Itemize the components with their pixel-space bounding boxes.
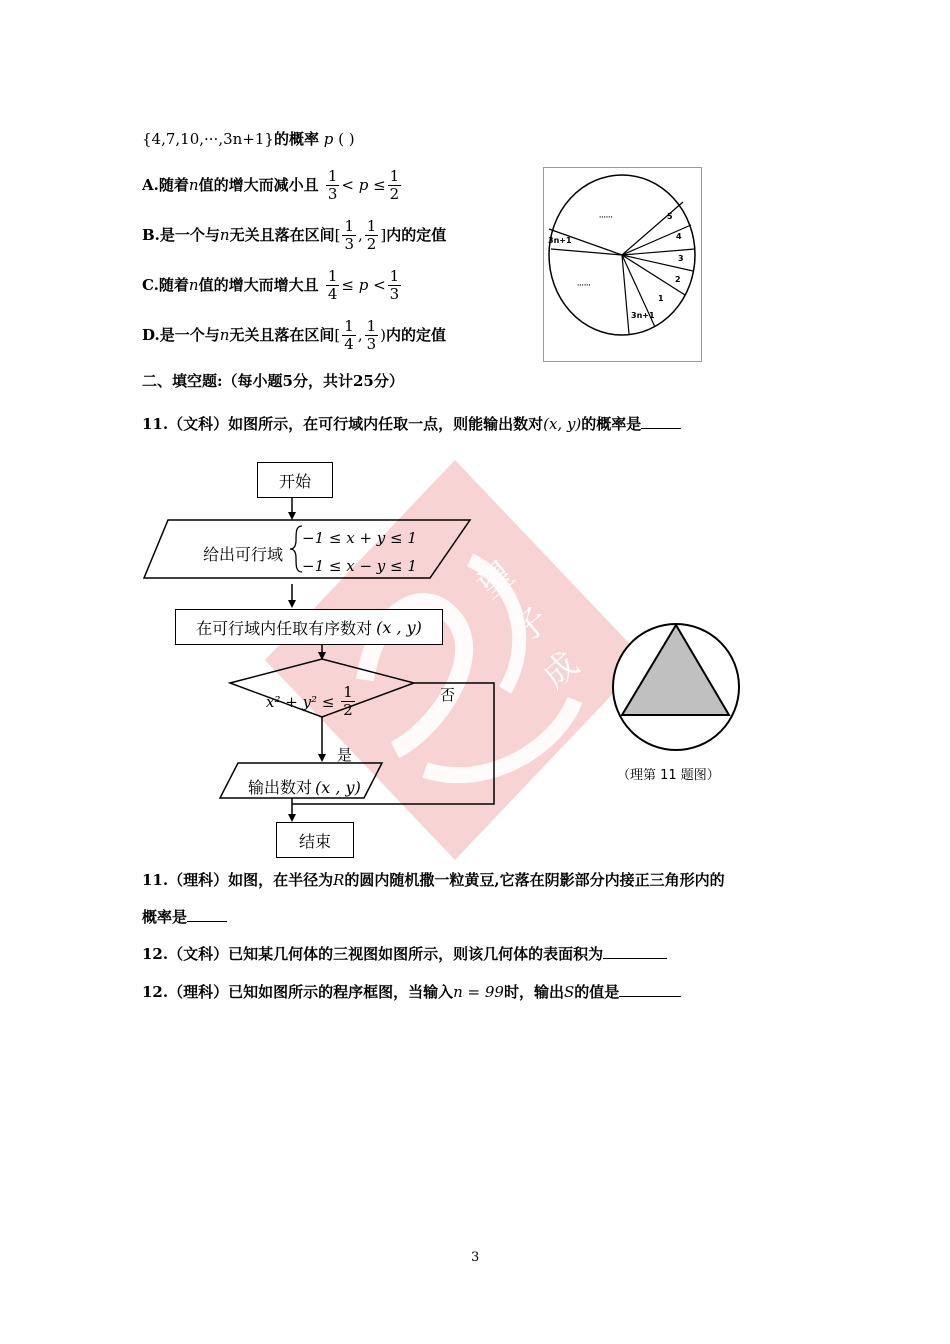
- q11-wen-math: (x, y): [543, 415, 582, 433]
- option-label: A.: [142, 175, 159, 194]
- wheel-label-3: 3: [678, 254, 684, 263]
- q10-stem-p: p: [323, 130, 334, 148]
- flow-give-label: 给出可行域: [203, 545, 284, 564]
- q12-wen: [142, 947, 667, 962]
- q10-option-a: [142, 168, 403, 204]
- q11-wen: [142, 417, 681, 432]
- option-text: 值的增大而减小且: [198, 175, 319, 194]
- flow-start: 开始: [257, 462, 333, 498]
- fraction: [341, 684, 355, 720]
- numerator: 1: [327, 267, 338, 285]
- denominator: 4: [344, 335, 354, 354]
- numerator: 1: [389, 267, 400, 285]
- denominator: 2: [366, 235, 377, 254]
- flow-no-label: 否: [440, 686, 456, 704]
- numerator: 1: [344, 217, 355, 235]
- wheel-label-4: 4: [676, 232, 682, 241]
- fraction: [388, 268, 402, 304]
- flow-pick-text: 在可行域内任取有序数对: [196, 618, 373, 638]
- flow-constraint-2: −1 ≤ x − y ≤ 1: [302, 557, 417, 575]
- fraction: [365, 218, 379, 254]
- q11-wen-post: 的概率是: [581, 415, 642, 433]
- q12-li-text: 12.（理科）已知如图所示的程序框图，当输入: [142, 983, 454, 1001]
- fig11-caption: （理第 11 题图）: [617, 768, 720, 783]
- q10-stem: [142, 132, 355, 147]
- separator: ,: [358, 225, 363, 244]
- q10-option-b: [142, 218, 446, 254]
- option-var: n: [188, 275, 199, 294]
- bracket: [: [334, 225, 341, 244]
- option-var: n: [219, 325, 230, 344]
- separator: ,: [357, 325, 363, 344]
- numerator: 1: [366, 217, 377, 235]
- fraction: [326, 268, 340, 304]
- flow-pick-math: (x , y): [376, 617, 422, 637]
- flow-yes-label: 是: [337, 746, 353, 764]
- option-label: D.: [142, 325, 160, 344]
- numerator: 1: [343, 683, 353, 701]
- answer-blank[interactable]: [187, 921, 227, 922]
- bracket: ]: [380, 225, 387, 244]
- denominator: 3: [366, 335, 377, 354]
- q11-li-line1: [142, 873, 725, 888]
- q11-li-var: R: [333, 871, 345, 889]
- option-label: B.: [142, 225, 160, 244]
- q10-option-c: [142, 268, 403, 304]
- fraction: [342, 218, 356, 254]
- option-text: 无关且落在区间: [229, 225, 335, 244]
- flow-pick-box: [175, 609, 443, 645]
- q11-wen-text: 11.（文科）如图所示，在可行域内任取一点，则能输出数对: [142, 415, 544, 433]
- option-text: 是一个与: [159, 325, 220, 344]
- wheel-label-5: 5: [667, 212, 673, 221]
- q11-li-text-2: 概率是: [142, 908, 188, 926]
- q12-li-post: 的值是: [574, 983, 620, 1001]
- denominator: 3: [327, 185, 338, 204]
- denominator: 4: [327, 285, 338, 304]
- svg-text:望: 望: [470, 554, 522, 607]
- wheel-label-2: 2: [675, 275, 681, 284]
- answer-blank[interactable]: [619, 996, 681, 997]
- answer-blank[interactable]: [603, 958, 667, 959]
- answer-blank[interactable]: [641, 428, 681, 429]
- wheel-label-3n1-bottom: 3n+1: [631, 311, 655, 320]
- q11-li-text-b: 的圆内随机撒一粒黄豆,它落在阴影部分内接正三角形内的: [344, 871, 725, 889]
- q10-option-d: [142, 318, 446, 354]
- option-text: 值的增大而增大且: [198, 275, 319, 294]
- flow-output-text: 输出数对: [248, 778, 313, 797]
- flowchart-lines: [140, 460, 520, 870]
- flow-end: 结束: [276, 822, 354, 858]
- option-text: 随着: [158, 275, 189, 294]
- wheel-label-1: 1: [658, 294, 664, 303]
- flow-condition-lhs: x² + y² ≤: [266, 692, 335, 711]
- bracket: [: [334, 325, 341, 344]
- denominator: 3: [389, 285, 400, 304]
- q12-li-mid: 时，输出: [503, 983, 564, 1001]
- option-var: n: [188, 175, 199, 194]
- svg-text:成: 成: [535, 644, 587, 697]
- q12-li-math: n = 99: [453, 983, 504, 1001]
- fraction: [365, 318, 379, 354]
- option-var: n: [219, 225, 230, 244]
- bracket: ): [380, 325, 386, 344]
- option-text: 随着: [158, 175, 189, 194]
- numerator: 1: [327, 167, 338, 185]
- q11-li-text: 11.（理科）如图，在半径为: [142, 871, 334, 889]
- fraction: [342, 318, 356, 354]
- option-text: 是一个与: [159, 225, 220, 244]
- q12-li: [142, 985, 681, 1000]
- flow-output-math: (x , y): [315, 778, 361, 797]
- option-text: 内的定值: [386, 225, 447, 244]
- numerator: 1: [344, 317, 354, 335]
- wheel-label-3n1-left: 3n+1: [548, 236, 572, 245]
- section-two-heading: 二、填空题:（每小题5分，共计25分）: [142, 372, 404, 390]
- numerator: 1: [389, 167, 400, 185]
- relation: ≤ p <: [341, 275, 386, 294]
- fraction: [388, 168, 402, 204]
- svg-text:子: 子: [505, 599, 557, 652]
- flow-output: [248, 775, 361, 798]
- wheel-figure: [543, 167, 703, 363]
- wheel-label-dots-left: ······: [577, 282, 591, 289]
- q12-li-var: S: [563, 983, 575, 1001]
- wheel-label-dots-top: ······: [599, 214, 613, 221]
- q10-stem-text: 的概率: [273, 130, 319, 148]
- q11-li-line2: [142, 910, 227, 925]
- flow-condition: [266, 684, 357, 720]
- denominator: 2: [389, 185, 400, 204]
- option-text: 无关且落在区间: [229, 325, 335, 344]
- flow-constraint-1: −1 ≤ x + y ≤ 1: [302, 529, 417, 547]
- relation: < p ≤: [341, 175, 386, 194]
- denominator: 3: [344, 235, 355, 254]
- page-number: 3: [471, 1250, 480, 1265]
- numerator: 1: [366, 317, 377, 335]
- option-text: 内的定值: [386, 325, 447, 344]
- fraction: [326, 168, 340, 204]
- circle-triangle-figure: [609, 620, 743, 754]
- q12-wen-text: 12.（文科）已知某几何体的三视图如图所示，则该几何体的表面积为: [142, 945, 604, 963]
- denominator: 2: [343, 701, 353, 720]
- q10-stem-paren: ( ): [338, 130, 355, 148]
- option-label: C.: [142, 275, 159, 294]
- q10-stem-set: {4,7,10,···,3n+1}: [142, 130, 274, 148]
